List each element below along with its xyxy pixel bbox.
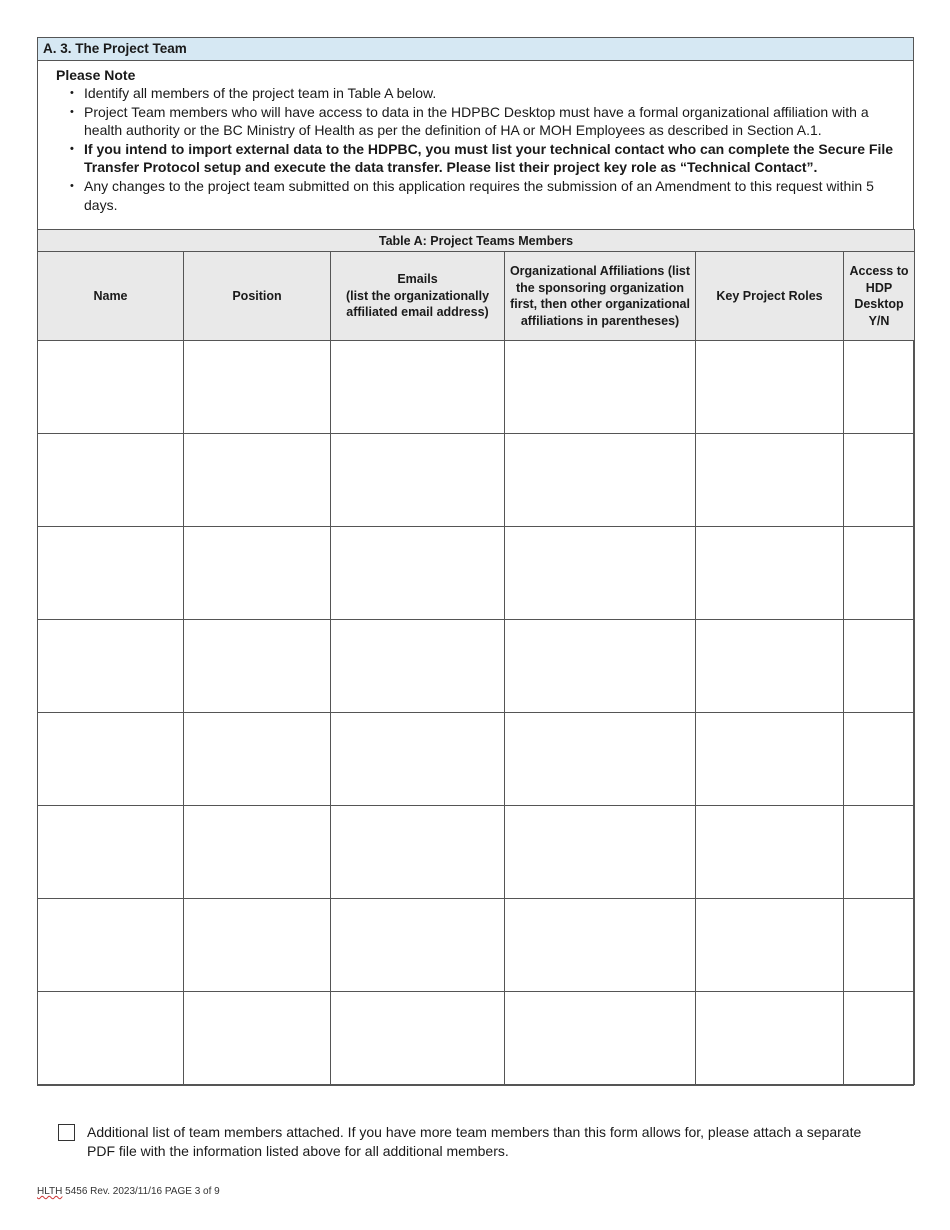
cell-access[interactable] <box>844 899 915 992</box>
cell-affiliation[interactable] <box>505 806 696 899</box>
additional-list-label: Additional list of team members attached. If you have more team members than this form allows for, please attach a separate PDF file with the information listed above for all additional members. <box>87 1124 862 1159</box>
cell-access[interactable] <box>844 806 915 899</box>
cell-email[interactable] <box>331 713 505 806</box>
cell-role[interactable] <box>696 341 844 434</box>
cell-role[interactable] <box>696 620 844 713</box>
cell-access[interactable] <box>844 434 915 527</box>
cell-role[interactable] <box>696 434 844 527</box>
cell-position[interactable] <box>184 992 331 1085</box>
cell-position[interactable] <box>184 341 331 434</box>
cell-role[interactable] <box>696 899 844 992</box>
cell-access[interactable] <box>844 992 915 1085</box>
cell-affiliation[interactable] <box>505 899 696 992</box>
cell-position[interactable] <box>184 527 331 620</box>
cell-email[interactable] <box>331 434 505 527</box>
cell-affiliation[interactable] <box>505 434 696 527</box>
column-header-access-hdp-desktop: Access to HDP Desktop Y/N <box>844 252 915 341</box>
page-footer <box>37 1186 220 1197</box>
form-page <box>37 37 914 1086</box>
cell-email[interactable] <box>331 992 505 1085</box>
cell-email[interactable] <box>331 341 505 434</box>
table-row <box>38 527 915 620</box>
section-title: A. 3. The Project Team <box>38 38 913 61</box>
column-header-position: Position <box>184 252 331 341</box>
cell-affiliation[interactable] <box>505 713 696 806</box>
cell-position[interactable] <box>184 806 331 899</box>
note-bullet-identify-members: • Identify all members of the project team in Table A below. <box>84 84 903 103</box>
cell-access[interactable] <box>844 620 915 713</box>
cell-affiliation[interactable] <box>505 527 696 620</box>
table-row <box>38 713 915 806</box>
cell-role[interactable] <box>696 713 844 806</box>
cell-email[interactable] <box>331 806 505 899</box>
column-header-organizational-affiliations: Organizational Affiliations (list the sponsoring organization first, then other organizational affiliations in parentheses) <box>505 252 696 341</box>
cell-position[interactable] <box>184 713 331 806</box>
cell-position[interactable] <box>184 620 331 713</box>
cell-name[interactable] <box>38 899 184 992</box>
cell-affiliation[interactable] <box>505 992 696 1085</box>
cell-access[interactable] <box>844 713 915 806</box>
note-bullet-amendment: • Any changes to the project team submitted on this application requires the submission of an Amendment to this request within 5 days. <box>84 177 903 214</box>
cell-name[interactable] <box>38 992 184 1085</box>
column-header-key-project-roles: Key Project Roles <box>696 252 844 341</box>
footer-text: 5456 Rev. 2023/11/16 PAGE 3 of 9 <box>65 1186 220 1197</box>
cell-email[interactable] <box>331 620 505 713</box>
cell-name[interactable] <box>38 713 184 806</box>
table-row <box>38 620 915 713</box>
cell-position[interactable] <box>184 434 331 527</box>
cell-affiliation[interactable] <box>505 341 696 434</box>
please-note-list <box>56 84 903 214</box>
cell-name[interactable] <box>38 341 184 434</box>
cell-role[interactable] <box>696 527 844 620</box>
cell-email[interactable] <box>331 527 505 620</box>
note-bullet-technical-contact: • If you intend to import external data to the HDPBC, you must list your technical contact who can complete the Secure File Transfer Protocol setup and execute the data transfer. Please list their project key role as “Technical Contact”. <box>84 140 903 177</box>
additional-members-attachment <box>58 1123 878 1160</box>
cell-name[interactable] <box>38 527 184 620</box>
table-row <box>38 341 915 434</box>
project-team-table <box>37 229 915 1085</box>
cell-access[interactable] <box>844 341 915 434</box>
table-row <box>38 992 915 1085</box>
table-caption: Table A: Project Teams Members <box>38 230 915 252</box>
cell-name[interactable] <box>38 806 184 899</box>
additional-list-checkbox[interactable] <box>58 1124 75 1141</box>
cell-access[interactable] <box>844 527 915 620</box>
column-header-emails: Emails (list the organizationally affiliated email address) <box>331 252 505 341</box>
column-header-name: Name <box>38 252 184 341</box>
cell-name[interactable] <box>38 434 184 527</box>
cell-affiliation[interactable] <box>505 620 696 713</box>
project-team-section <box>37 37 914 1086</box>
cell-role[interactable] <box>696 992 844 1085</box>
cell-role[interactable] <box>696 806 844 899</box>
please-note-block <box>38 61 913 230</box>
note-bullet-affiliation: • Project Team members who will have access to data in the HDPBC Desktop must have a formal organizational affiliation with a health authority or the BC Ministry of Health as per the definition of HA or MOH Employees as described in Section A.1. <box>84 103 903 140</box>
footer-form-code: HLTH <box>37 1186 63 1197</box>
cell-email[interactable] <box>331 899 505 992</box>
please-note-title: Please Note <box>56 67 136 83</box>
table-row <box>38 899 915 992</box>
table-row <box>38 806 915 899</box>
cell-position[interactable] <box>184 899 331 992</box>
table-row <box>38 434 915 527</box>
cell-name[interactable] <box>38 620 184 713</box>
